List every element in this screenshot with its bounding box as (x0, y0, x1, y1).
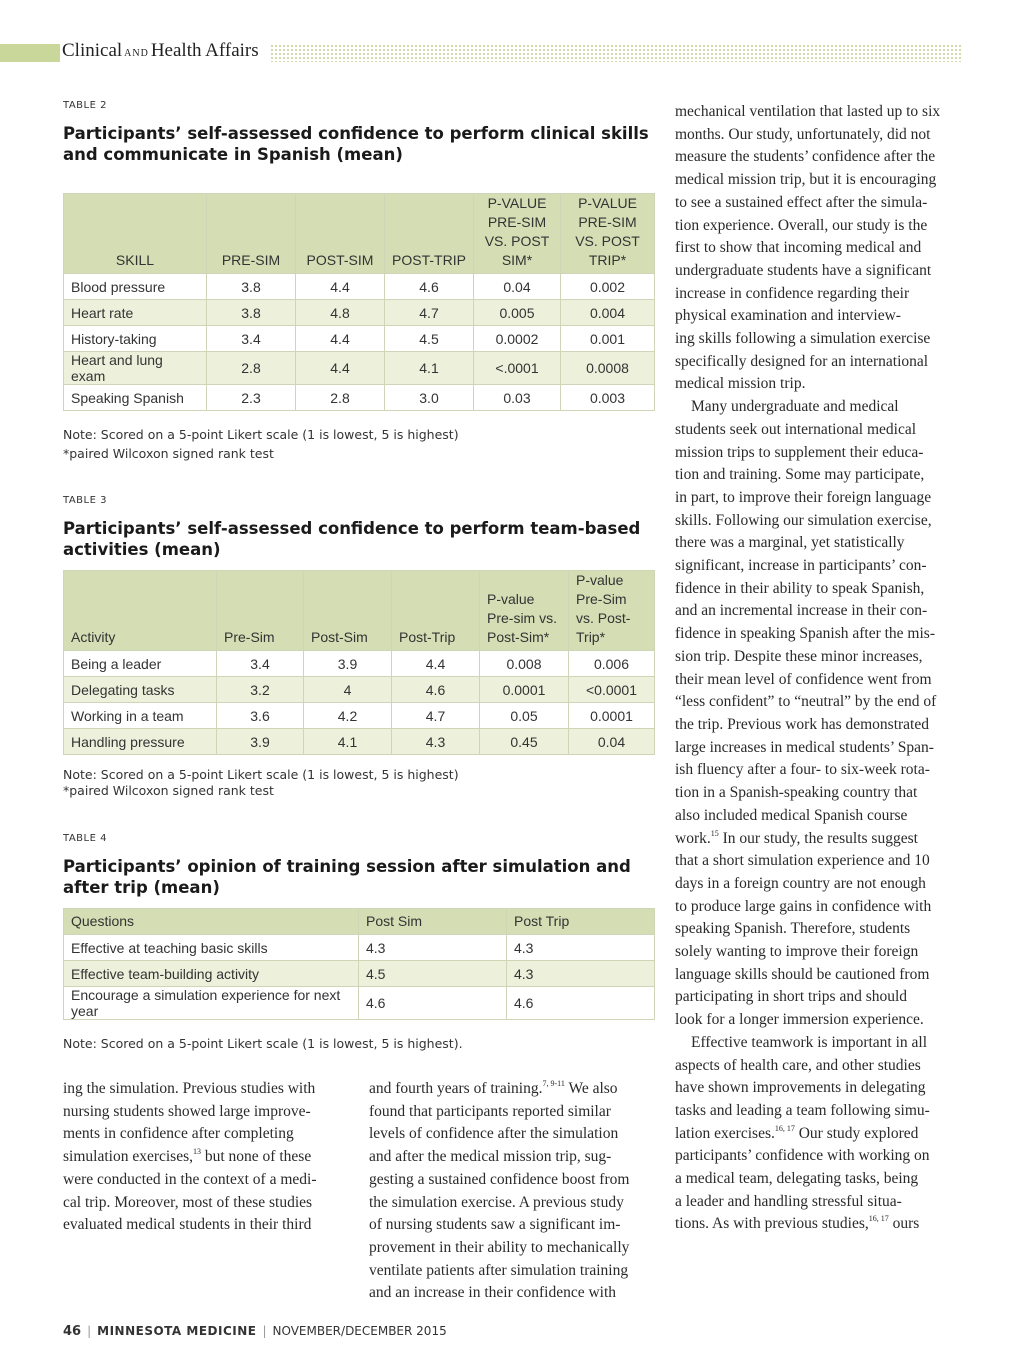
text-line: participating in short trips and should (675, 988, 908, 1006)
paragraph (675, 396, 965, 1032)
text-line: months. Our study, unfortunately, did not (675, 125, 931, 143)
table-cell: 3.2 (217, 677, 304, 703)
table-cell: 4.4 (296, 274, 385, 300)
table-cell: 0.0008 (561, 352, 655, 385)
text-line: Effective teamwork is important in all (691, 1033, 928, 1051)
text-line: there was a marginal, yet statistically (675, 534, 905, 552)
table-cell: 4.4 (296, 352, 385, 385)
table4-header-cell: Post Trip (507, 909, 655, 935)
table-cell: 0.03 (474, 385, 561, 411)
table-row (64, 385, 655, 411)
table2-footnote: *paired Wilcoxon signed rank test (63, 446, 274, 461)
table3-label: TABLE 3 (63, 495, 107, 506)
text-line: students seek out international medical (675, 420, 917, 438)
text-line: participants’ confidence with working on (675, 1147, 930, 1165)
text-line: skills. Following our simulation exercise, (675, 511, 932, 529)
text-line: and after the medical mission trip, sug- (369, 1148, 612, 1166)
table-cell: 4.6 (507, 987, 655, 1020)
text-line: have shown improvements in delegating (675, 1079, 926, 1097)
table-cell: 2.8 (207, 352, 296, 385)
table-cell: 3.9 (304, 651, 392, 677)
table-cell: 4.7 (385, 300, 474, 326)
text-line: their mean level of confidence went from (675, 670, 932, 688)
text-line: ing skills following a simulation exercise (675, 330, 931, 348)
text-line: large increases in medical students’ Span- (675, 738, 934, 756)
text-line: specifically designed for an international (675, 352, 929, 370)
text-line: tion and training. Some may participate, (675, 466, 925, 484)
table3-title: Participants’ self-assessed confidence to perform team-based activities (mean) (63, 519, 641, 559)
table4-header-cell: Questions (64, 909, 359, 935)
table2-header-cell: P-VALUE PRE-SIM VS. POST SIM* (474, 194, 561, 274)
paragraph (675, 101, 965, 396)
text-line: medical mission trip, but it is encouraging (675, 171, 937, 189)
table-cell: 0.04 (569, 729, 655, 755)
table-cell: 4.5 (385, 326, 474, 352)
table-cell: Handling pressure (64, 729, 217, 755)
text-line: the trip. Previous work has demonstrated (675, 715, 929, 733)
table2-header-cell: PRE-SIM (207, 194, 296, 274)
text-line: mechanical ventilation that lasted up to six (675, 103, 941, 120)
text-line: tion in a Spanish-speaking country that (675, 784, 918, 802)
issue-date: NOVEMBER/DECEMBER 2015 (272, 1324, 447, 1338)
table-cell: Delegating tasks (64, 677, 217, 703)
table-cell: 0.04 (474, 274, 561, 300)
table-cell: 3.8 (207, 300, 296, 326)
text-line: nursing students showed large improve- (63, 1102, 311, 1120)
table4-label: TABLE 4 (63, 833, 107, 844)
text-line: ventilate patients after simulation training (369, 1261, 629, 1279)
table2-label: TABLE 2 (63, 100, 107, 111)
table-cell: <0.0001 (569, 677, 655, 703)
table-row (64, 935, 655, 961)
running-header (0, 40, 1024, 68)
table-row (64, 961, 655, 987)
text-line: speaking Spanish. Therefore, students (675, 920, 911, 938)
table4-header-cell: Post Sim (359, 909, 507, 935)
text-line: also included medical Spanish course (675, 806, 908, 824)
table-cell: 0.008 (480, 651, 569, 677)
section-title: Clinical AND Health Affairs (62, 40, 259, 61)
table-row (64, 987, 655, 1020)
paragraph (675, 1032, 965, 1236)
table3-header-cell: Pre-Sim (217, 571, 304, 651)
table-cell: 3.8 (207, 274, 296, 300)
table2-note: Note: Scored on a 5-point Likert scale (1 is lowest, 5 is highest) (63, 427, 459, 442)
table-cell: 4.4 (392, 651, 480, 677)
table-cell: Effective at teaching basic skills (64, 935, 359, 961)
table-cell: 0.0001 (569, 703, 655, 729)
text-line: days in a foreign country are not enough (675, 874, 926, 892)
text-line: ing the simulation. Previous studies with (63, 1080, 316, 1097)
text-line: undergraduate students have a significant (675, 261, 932, 279)
table-row (64, 651, 655, 677)
text-line: were conducted in the context of a medi- (63, 1170, 317, 1188)
table3 (63, 570, 655, 755)
text-line: levels of confidence after the simulation (369, 1125, 619, 1143)
text-line: physical examination and interview- (675, 307, 901, 325)
text-line: a leader and handling stressful situa- (675, 1192, 902, 1210)
table-cell: 4.6 (359, 987, 507, 1020)
table-row (64, 300, 655, 326)
text-line: “less confident” to “neutral” by the end of (675, 693, 937, 711)
text-line: and fourth years of training.$^{7, 9-11}$ We also (369, 1079, 618, 1097)
table-cell: Effective team-building activity (64, 961, 359, 987)
table-cell: 0.003 (561, 385, 655, 411)
table2-header-cell: POST-SIM (296, 194, 385, 274)
citation-superscript: 13 (193, 1147, 201, 1157)
table4 (63, 908, 655, 1020)
table-cell: 4.6 (392, 677, 480, 703)
text-line: that a short simulation experience and 10 (675, 852, 930, 870)
table-cell: Heart and lung exam (64, 352, 207, 385)
table-cell: 3.6 (217, 703, 304, 729)
header-color-band (0, 44, 60, 62)
table-cell: Working in a team (64, 703, 217, 729)
body-column-right (675, 101, 965, 1236)
table-cell: 3.4 (217, 651, 304, 677)
text-line: Many undergraduate and medical (691, 398, 899, 416)
text-line: lation exercises.$^{16, 17}$ Our study explored (675, 1123, 919, 1142)
table-row (64, 677, 655, 703)
text-line: medical mission trip. (675, 375, 806, 393)
text-line: tasks and leading a team following simu- (675, 1101, 930, 1119)
text-line: increase in confidence regarding their (675, 284, 910, 302)
table-cell: 0.45 (480, 729, 569, 755)
table-cell: 4 (304, 677, 392, 703)
text-line: aspects of health care, and other studies (675, 1056, 921, 1074)
table-cell: 0.005 (474, 300, 561, 326)
table3-header-cell: Post-Sim (304, 571, 392, 651)
tables-column (63, 100, 655, 1053)
table-cell: 0.001 (561, 326, 655, 352)
text-line: solely wanting to improve their foreign (675, 943, 919, 961)
table4-note: Note: Scored on a 5-point Likert scale (1 is lowest, 5 is highest). (63, 1036, 463, 1051)
text-line: tion experience. Overall, our study is the (675, 216, 928, 234)
table-cell: 0.05 (480, 703, 569, 729)
text-line: first to show that incoming medical and (675, 239, 922, 257)
text-line: ments in confidence after completing (63, 1125, 294, 1143)
citation-superscript: 16, 17 (868, 1214, 889, 1224)
body-column-left (63, 1078, 345, 1237)
text-line: mission trips to supplement their educa- (675, 443, 924, 461)
text-line: fidence in their ability to speak Spanish, (675, 579, 925, 597)
table-cell: 0.0001 (480, 677, 569, 703)
citation-superscript: 15 (710, 828, 719, 838)
page-footer (63, 1324, 447, 1339)
text-line: in part, to improve their foreign language (675, 488, 932, 506)
text-line: tions. As with previous studies,$^{16, 17}$ ours (675, 1214, 920, 1233)
table-cell: 4.5 (359, 961, 507, 987)
table3-header-cell: Activity (64, 571, 217, 651)
text-line: and an incremental increase in their con- (675, 602, 928, 620)
table2-title: Participants’ self-assessed confidence to perform clinical skills and communicate in Spanish (mean) (63, 124, 649, 164)
table-cell: 4.3 (392, 729, 480, 755)
table-cell: Encourage a simulation experience for next year (64, 987, 359, 1020)
table-cell: 0.0002 (474, 326, 561, 352)
table3-note: Note: Scored on a 5-point Likert scale (1 is lowest, 5 is highest) (63, 767, 459, 782)
table-cell: Being a leader (64, 651, 217, 677)
text-line: measure the students’ confidence after the (675, 148, 936, 166)
text-line: simulation exercises,$^{13}$ but none of these (63, 1147, 312, 1166)
table-cell: 4.2 (304, 703, 392, 729)
table-cell: 4.1 (304, 729, 392, 755)
text-line: cal trip. Moreover, most of these studies (63, 1193, 313, 1211)
text-line: look for a longer immersion experience. (675, 1011, 924, 1029)
table-row (64, 326, 655, 352)
citation-superscript: 7, 9-11 (542, 1079, 565, 1088)
table-cell: 4.1 (385, 352, 474, 385)
table-cell: 0.006 (569, 651, 655, 677)
table-cell: 4.7 (392, 703, 480, 729)
text-line: work.$^{15}$ In our study, the results suggest (675, 828, 918, 847)
table3-footnote: *paired Wilcoxon signed rank test (63, 783, 274, 798)
page-number: 46 (63, 1324, 82, 1339)
table2 (63, 193, 655, 411)
table4-title: Participants’ opinion of training session after simulation and after trip (mean) (63, 857, 631, 897)
footer-divider: | (87, 1324, 92, 1338)
text-line: a medical team, delegating tasks, being (675, 1170, 919, 1188)
text-line: sion trip. Despite these minor increases, (675, 647, 923, 665)
body-column-middle (369, 1078, 654, 1305)
magazine-name: MINNESOTA MEDICINE (97, 1324, 257, 1338)
table-cell: 0.002 (561, 274, 655, 300)
footer-divider: | (262, 1324, 267, 1338)
table2-header-cell: P-VALUE PRE-SIM VS. POST TRIP* (561, 194, 655, 274)
text-line: language skills should be cautioned from (675, 965, 930, 983)
table-cell: 4.3 (507, 935, 655, 961)
table2-header-cell: SKILL (64, 194, 207, 274)
table-row (64, 352, 655, 385)
table-cell: 2.8 (296, 385, 385, 411)
text-line: to see a sustained effect after the simula- (675, 193, 928, 211)
text-line: gesting a sustained confidence boost from (369, 1170, 630, 1188)
table-row (64, 729, 655, 755)
text-line: and an increase in their confidence with (369, 1284, 617, 1302)
table-cell: 4.6 (385, 274, 474, 300)
table-cell: Blood pressure (64, 274, 207, 300)
table-cell: 2.3 (207, 385, 296, 411)
text-line: the simulation exercise. A previous study (369, 1193, 624, 1211)
table-row (64, 703, 655, 729)
text-line: of nursing students saw a significant im- (369, 1216, 621, 1234)
table-cell: 3.4 (207, 326, 296, 352)
text-line: provement in their ability to mechanically (369, 1238, 630, 1256)
table-cell: 4.4 (296, 326, 385, 352)
header-dot-pattern (270, 44, 962, 62)
text-line: found that participants reported similar (369, 1102, 611, 1120)
text-line: ish fluency after a four- to six-week rota- (675, 761, 930, 779)
table3-header-cell: P-value Pre-Sim vs. Post-Trip* (569, 571, 655, 651)
table-row (64, 274, 655, 300)
text-line: to produce large gains in confidence with (675, 897, 932, 915)
table-cell: 4.3 (359, 935, 507, 961)
table-cell: 3.0 (385, 385, 474, 411)
table2-header-cell: POST-TRIP (385, 194, 474, 274)
text-line: significant, increase in participants’ con- (675, 557, 927, 575)
table-cell: 4.8 (296, 300, 385, 326)
table-cell: 4.3 (507, 961, 655, 987)
text-line: fidence in speaking Spanish after the mis- (675, 625, 935, 643)
table-cell: 0.004 (561, 300, 655, 326)
table-cell: <.0001 (474, 352, 561, 385)
table-cell: History-taking (64, 326, 207, 352)
table-cell: Heart rate (64, 300, 207, 326)
table-cell: Speaking Spanish (64, 385, 207, 411)
table-cell: 3.9 (217, 729, 304, 755)
table3-header-cell: Post-Trip (392, 571, 480, 651)
citation-superscript: 16, 17 (774, 1123, 795, 1133)
table3-header-cell: P-value Pre-sim vs. Post-Sim* (480, 571, 569, 651)
text-line: evaluated medical students in their third (63, 1216, 312, 1234)
